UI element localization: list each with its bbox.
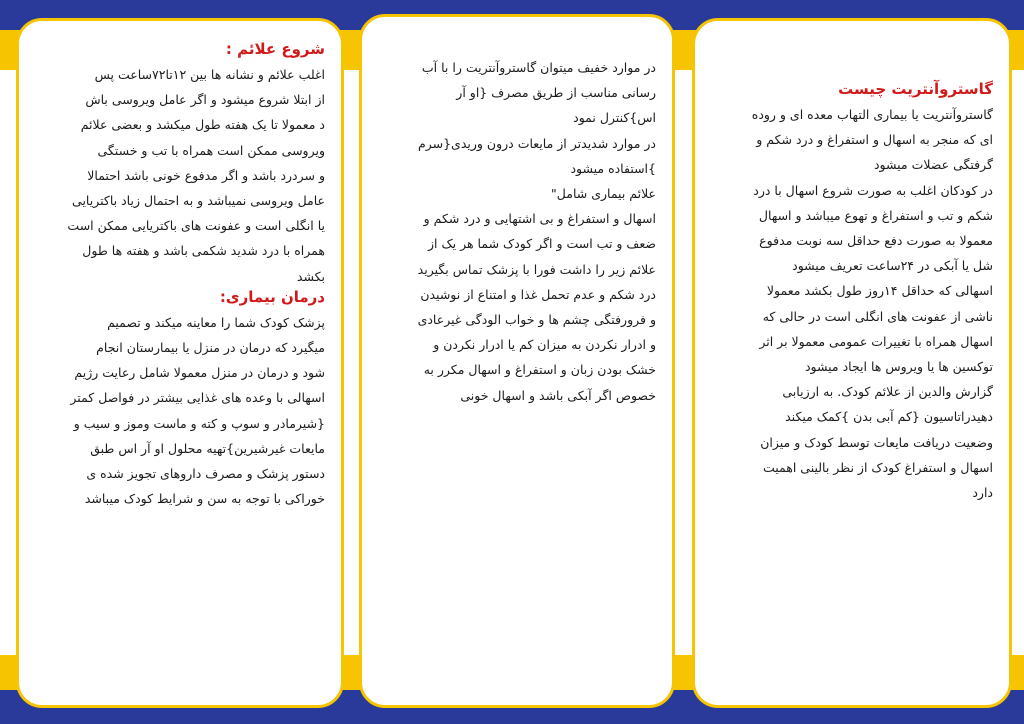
symptoms-text: اغلب علائم و نشانه ها بین ۱۲تا۷۲ساعت پس از ابتلا شروع میشود و اگر عامل ویروسی باش د معمولا تا یک هفته طول میکشد و بعضی علائم ویروسی ممکن است همراه با تب و خستگی و سردرد باشد و اگر مدفوع خونی باشد احتمالا عامل ویروسی نمیباشد و به احتمال زیاد باکتریایی یا انگلی است و عفونت های باکتریایی ممکن است همراه با درد شدید شکمی باشد و هفته ها طول بکشد (67, 67, 325, 284)
middle-panel (359, 14, 675, 708)
left-panel (16, 18, 344, 708)
symptoms-heading: شروع علائم : (225, 40, 325, 58)
gastroenteritis-text: گاستروآنتریت یا بیماری التهاب معده ای و روده ای که منجر به اسهال و استفراغ و درد شکم و گرفتگی عضلات میشود در کودکان اغلب به صورت شروع اسهال با درد شکم و تب و استفراغ و تهوع میباشد و اسهال معمولا به صورت دفع حداقل سه نوبت مدفوع شل یا آبکی در ۲۴ساعت تعریف میشود اسهالی که حداقل ۱۴روز طول بکشد معمولا ناشی از عفونت های انگلی است در حالی که اسهال همراه با تغییرات عمومی معمولا بر اثر توکسین ها یا ویروس ها ایجاد میشود گزارش والدین از علائم کودک. به ارزیابی دهیدراتاسیون {کم آبی بدن }کمک میکند وضعیت دریافت مایعات توسط کودک و میزان اسهال و استفراغ کودک از نظر بالینی اهمیت دارد (751, 107, 993, 501)
right-panel (692, 18, 1012, 708)
middle-text: در موارد خفیف میتوان گاستروآنتریت را با آب رسانی مناسب از طریق مصرف {او آر اس}کنترل نمود در موارد شدیدتر از مایعات درون وریدی{سرم }استفاده میشود علائم بیماری شامل" اسهال و استفراغ و بی اشتهایی و درد شکم و ضعف و تب است و اگر کودک شما هر یک از علائم زیر را داشت فورا با پزشک تماس بگیرید درد شکم و عدم تحمل غذا و امتناع از نوشیدن و فرورفتگی چشم ها و خواب الودگی غیرعادی و ادرار نکردن به میزان کم یا ادرار نکردن و خشک بودن زبان و استفراغ و اسهال مکرر به خصوص اگر آبکی باشد و اسهال خونی (417, 60, 656, 403)
treatment-heading: درمان بیماری: (219, 287, 325, 306)
gastroenteritis-heading: گاستروآنتریت چیست (838, 80, 993, 98)
treatment-text: پزشک کودک شما را معاینه میکند و تصمیم میگیرد که درمان در منزل یا بیمارستان انجام شود و درمان در منزل معمولا شامل رعایت رژیم اسهالی با وعده های غذایی بیشتر در فواصل کمتر {شیرمادر و سوپ و کته و ماست وموز و سیب و مایعات غیرشیرین}تهیه محلول او آر اس طبق دستور پزشک و مصرف داروهای تجویز شده ی خوراکی با توجه به سن و شرایط کودک میباشد (70, 314, 325, 507)
